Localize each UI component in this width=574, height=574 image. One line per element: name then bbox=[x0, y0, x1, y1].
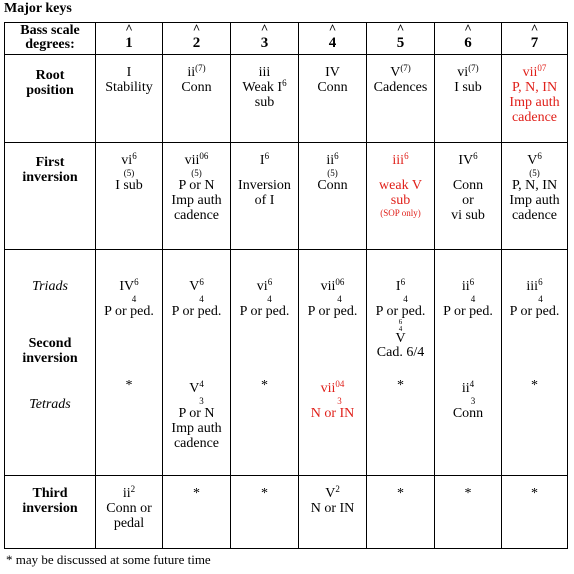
chord-function: pedal bbox=[113, 516, 145, 531]
chord-function: P or N bbox=[178, 406, 215, 421]
chord-symbol: I bbox=[259, 153, 265, 168]
chord-symbol: V bbox=[189, 279, 200, 294]
chord-superscript: 06 bbox=[199, 151, 209, 161]
second-cell-2 bbox=[163, 250, 231, 476]
chord-symbol: ii bbox=[326, 153, 335, 168]
first-inversion-label bbox=[5, 143, 96, 250]
chord-symbol: V bbox=[189, 381, 200, 396]
chord-function: Conn bbox=[317, 80, 348, 95]
figured-bass: 6 bbox=[398, 318, 403, 326]
chord-superscript: (7) bbox=[400, 63, 411, 73]
chord-function: cadence bbox=[511, 110, 558, 125]
second-cell-6 bbox=[435, 250, 502, 476]
chord-symbol: ii bbox=[187, 65, 196, 80]
chord-symbol: IV bbox=[119, 279, 135, 294]
degree-number: 2 bbox=[192, 35, 201, 51]
chord-function: Conn or bbox=[106, 501, 152, 516]
chord-function: Imp auth bbox=[509, 95, 560, 110]
root-cell-2 bbox=[163, 55, 231, 143]
root-cell-5 bbox=[367, 55, 435, 143]
tetrads-label: Tetrads bbox=[29, 397, 71, 412]
degree-header-2 bbox=[163, 23, 231, 55]
first-cell-3 bbox=[231, 143, 299, 250]
row-label-text: Third bbox=[32, 486, 68, 501]
second-cell-1 bbox=[96, 250, 163, 476]
chord-symbol: vii bbox=[522, 65, 538, 80]
degree-header-1 bbox=[96, 23, 163, 55]
chord-superscript: 6 bbox=[132, 151, 137, 161]
chord-function: I sub bbox=[454, 80, 482, 95]
row-label-text: Root position bbox=[26, 68, 74, 98]
degree-header-5 bbox=[367, 23, 435, 55]
third-cell-1 bbox=[96, 476, 163, 549]
header-row bbox=[5, 23, 568, 55]
first-cell-2 bbox=[163, 143, 231, 250]
chord-function: P or ped. bbox=[443, 304, 493, 319]
chord-function: P or N bbox=[178, 178, 215, 193]
chord-symbol: vii bbox=[320, 381, 336, 396]
chord-symbol: vi bbox=[457, 65, 469, 80]
chord-function: P or ped. bbox=[375, 304, 426, 319]
chord-function: Conn bbox=[181, 80, 212, 95]
third-cell-2 bbox=[163, 476, 231, 549]
first-cell-6 bbox=[435, 143, 502, 250]
root-cell-1 bbox=[96, 55, 163, 143]
chord-superscript: 6 bbox=[199, 277, 204, 287]
chord-superscript: 6 bbox=[538, 277, 543, 287]
future-marker: * bbox=[125, 378, 133, 393]
chord-function: P or ped. bbox=[239, 304, 290, 319]
chord-symbol: vi bbox=[256, 279, 268, 294]
third-cell-3 bbox=[231, 476, 299, 549]
second-cell-3 bbox=[231, 250, 299, 476]
chord-superscript: 4 bbox=[199, 379, 204, 389]
chord-function: N or IN bbox=[310, 406, 355, 421]
caret-glyph: ^ bbox=[192, 21, 201, 36]
degree-header-6 bbox=[435, 23, 502, 55]
root-position-label bbox=[5, 55, 96, 143]
figured-bass: 4 bbox=[199, 294, 204, 304]
chord-superscript: 6 bbox=[473, 151, 478, 161]
chord-note: (SOP only) bbox=[380, 208, 421, 218]
chord-symbol: V bbox=[527, 153, 538, 168]
figured-bass: 4 bbox=[267, 294, 272, 304]
figured-bass: (5) bbox=[191, 168, 202, 178]
future-marker: * bbox=[464, 486, 472, 501]
caret-glyph: ^ bbox=[125, 21, 133, 36]
chord-function: cadence bbox=[173, 436, 220, 451]
footnote: * may be discussed at some future time bbox=[6, 552, 211, 567]
degree-number: 4 bbox=[328, 35, 337, 51]
chord-symbol: V bbox=[390, 65, 401, 80]
root-position-row bbox=[5, 55, 568, 143]
chord-superscript: 6 bbox=[400, 277, 406, 287]
chord-function: Imp auth bbox=[171, 421, 222, 436]
caret-glyph: ^ bbox=[260, 21, 269, 36]
chord-function: cadence bbox=[173, 208, 220, 223]
chord-superscript: (7) bbox=[468, 63, 479, 73]
root-cell-3 bbox=[231, 55, 299, 143]
chord-superscript: 6 bbox=[469, 277, 475, 287]
chord-superscript: 6 bbox=[134, 277, 139, 287]
chord-symbol: iii bbox=[526, 279, 539, 294]
chord-function: P or ped. bbox=[509, 304, 560, 319]
root-cell-6 bbox=[435, 55, 502, 143]
page-title: Major keys bbox=[4, 1, 72, 16]
degree-header-3 bbox=[231, 23, 299, 55]
chord-function: N or IN bbox=[310, 501, 355, 516]
future-marker: * bbox=[531, 486, 538, 501]
caret-glyph: ^ bbox=[328, 21, 337, 36]
chord-symbol: I bbox=[126, 65, 132, 80]
chord-function: sub bbox=[254, 95, 275, 110]
figured-bass: 4 bbox=[398, 325, 403, 333]
row-label-text: inversion bbox=[22, 501, 78, 516]
third-cell-5 bbox=[367, 476, 435, 549]
chord-function: P, N, IN bbox=[511, 80, 558, 95]
root-cell-7 bbox=[502, 55, 568, 143]
chord-function: Cadences bbox=[373, 80, 428, 95]
chord-superscript: 2 bbox=[335, 484, 340, 494]
degree-number: 6 bbox=[464, 35, 472, 51]
figured-bass: (5) bbox=[529, 168, 540, 178]
future-marker: * bbox=[261, 378, 268, 393]
future-marker: * bbox=[397, 378, 404, 393]
future-marker: * bbox=[531, 378, 538, 393]
figured-bass: 3 bbox=[199, 396, 204, 406]
chord-function: Conn bbox=[317, 178, 348, 193]
caret-glyph: ^ bbox=[530, 21, 539, 36]
degree-header-4 bbox=[299, 23, 367, 55]
figured-bass: (5) bbox=[123, 168, 135, 178]
chord-symbol: vii bbox=[184, 153, 200, 168]
chord-function: P or ped. bbox=[171, 304, 222, 319]
chord-superscript: 06 bbox=[335, 277, 345, 287]
first-inversion-row bbox=[5, 143, 568, 250]
chord-superscript: 2 bbox=[130, 484, 136, 494]
second-cell-4 bbox=[299, 250, 367, 476]
chord-superscript: 6 bbox=[334, 151, 339, 161]
chord-function: Imp auth bbox=[171, 193, 222, 208]
chord-symbol: ii bbox=[122, 486, 131, 501]
chord-symbol: iii bbox=[392, 153, 405, 168]
chord-symbol: V bbox=[395, 331, 406, 346]
degree-number: 1 bbox=[125, 35, 133, 51]
future-marker: * bbox=[193, 486, 200, 501]
chord-symbol: IV bbox=[458, 153, 474, 168]
figured-bass: 3 bbox=[470, 396, 476, 406]
degree-number: 5 bbox=[396, 35, 405, 51]
first-cell-1 bbox=[96, 143, 163, 250]
chord-function: Inversion bbox=[238, 178, 291, 193]
figured-bass: 4 bbox=[470, 294, 476, 304]
chord-function: Imp auth bbox=[509, 193, 560, 208]
chord-symbol: ii bbox=[461, 279, 470, 294]
chord-superscript: 6 bbox=[404, 151, 409, 161]
third-cell-6 bbox=[435, 476, 502, 549]
chord-symbol: vii bbox=[320, 279, 336, 294]
chord-function: Conn bbox=[452, 178, 484, 193]
chord-function: Conn bbox=[452, 406, 484, 421]
third-inversion-row bbox=[5, 476, 568, 549]
triads-label: Triads bbox=[32, 279, 68, 294]
chord-table bbox=[4, 22, 568, 549]
row-label-text: First bbox=[35, 155, 65, 170]
chord-function: P, N, IN bbox=[511, 178, 558, 193]
chord-function: Cad. 6/4 bbox=[376, 345, 425, 360]
chord-function: Weak I bbox=[242, 80, 283, 95]
chord-superscript: 04 bbox=[335, 379, 345, 389]
first-cell-7 bbox=[502, 143, 568, 250]
second-inversion-label bbox=[5, 250, 96, 476]
chord-superscript: 6 bbox=[267, 277, 273, 287]
chord-superscript: 6 bbox=[282, 78, 287, 88]
row-label-text: inversion bbox=[22, 170, 78, 185]
chord-function: weak V bbox=[379, 178, 422, 193]
chord-function: cadence bbox=[511, 208, 558, 223]
chord-symbol: IV bbox=[325, 65, 340, 80]
chord-function: P or ped. bbox=[307, 304, 358, 319]
second-cell-5 bbox=[367, 250, 435, 476]
chord-function: I sub bbox=[115, 178, 143, 193]
label-line-2: degrees: bbox=[25, 37, 75, 52]
bass-degree-label bbox=[5, 23, 96, 55]
caret-glyph: ^ bbox=[464, 21, 472, 36]
first-cell-5 bbox=[367, 143, 435, 250]
chord-symbol: I bbox=[395, 279, 401, 294]
figured-bass: 4 bbox=[337, 294, 342, 304]
figured-bass: 3 bbox=[337, 396, 342, 406]
third-inversion-label bbox=[5, 476, 96, 549]
chord-superscript: 6 bbox=[537, 151, 542, 161]
figured-bass: 4 bbox=[538, 294, 543, 304]
chord-superscript: (7) bbox=[195, 63, 206, 73]
chord-function: sub bbox=[390, 193, 411, 208]
chord-symbol: vi bbox=[121, 153, 133, 168]
third-cell-7 bbox=[502, 476, 568, 549]
chord-function: or bbox=[462, 193, 474, 208]
chord-symbol: V bbox=[325, 486, 336, 501]
label-line-1: Bass scale bbox=[20, 23, 80, 38]
chord-superscript: 07 bbox=[537, 63, 547, 73]
first-cell-4 bbox=[299, 143, 367, 250]
future-marker: * bbox=[397, 486, 404, 501]
root-cell-4 bbox=[299, 55, 367, 143]
figured-bass: 4 bbox=[131, 294, 137, 304]
chord-symbol: iii bbox=[258, 65, 271, 80]
chord-function: Stability bbox=[105, 80, 153, 95]
figured-bass: (5) bbox=[327, 168, 338, 178]
degree-header-7 bbox=[502, 23, 568, 55]
chord-function: P or ped. bbox=[104, 304, 154, 319]
third-cell-4 bbox=[299, 476, 367, 549]
caret-glyph: ^ bbox=[396, 21, 405, 36]
row-label-text: Second bbox=[28, 336, 72, 351]
chord-superscript: 4 bbox=[469, 379, 475, 389]
degree-number: 7 bbox=[530, 35, 539, 51]
figured-bass: 4 bbox=[403, 294, 408, 304]
row-label-text: inversion bbox=[22, 351, 78, 366]
chord-superscript: 6 bbox=[264, 151, 270, 161]
second-cell-7 bbox=[502, 250, 568, 476]
chord-function: vi sub bbox=[451, 208, 485, 223]
chord-symbol: ii bbox=[461, 381, 470, 396]
chord-function: of I bbox=[254, 193, 275, 208]
future-marker: * bbox=[261, 486, 268, 501]
degree-number: 3 bbox=[260, 35, 269, 51]
second-inversion-row bbox=[5, 250, 568, 476]
